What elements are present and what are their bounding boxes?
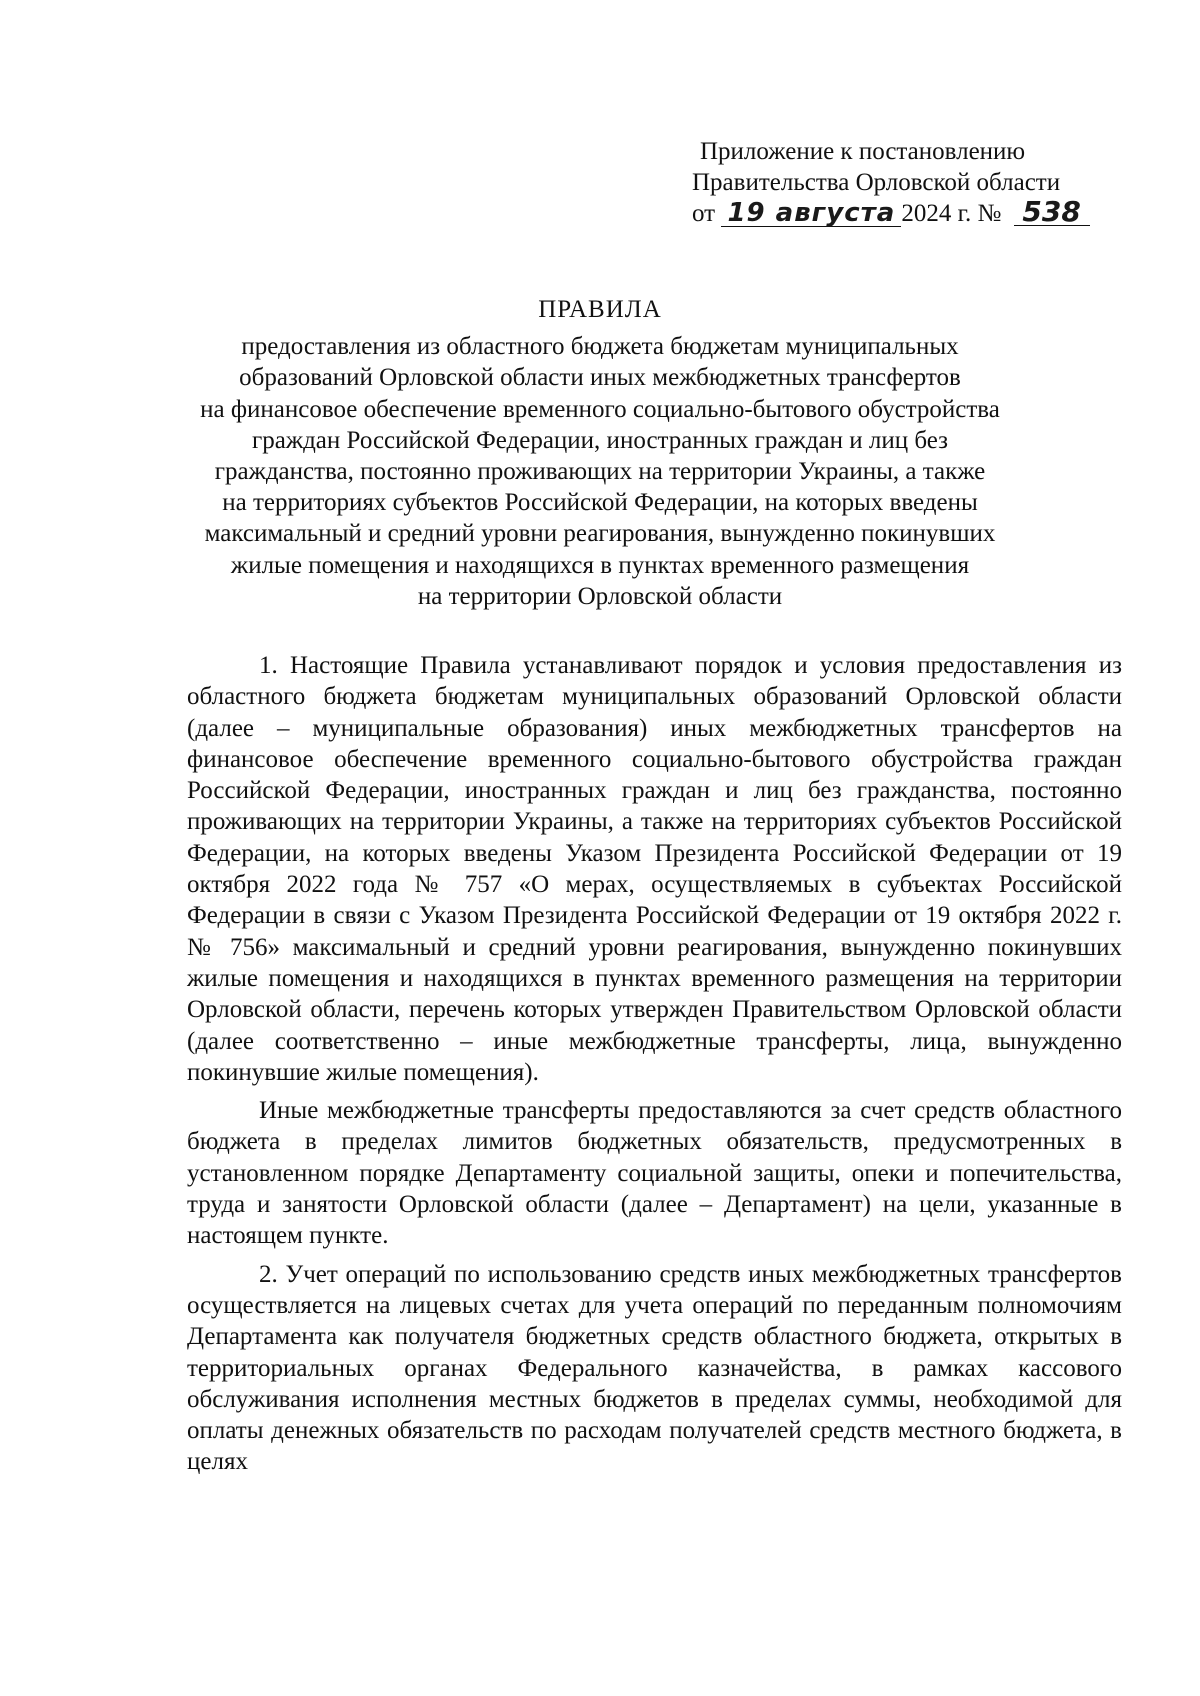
title-subtitle-line: максимальный и средний уровни реагирования, вынужденно покинувших — [204, 520, 996, 548]
title-subtitle-line: жилые помещения и находящихся в пунктах временного размещения — [230, 551, 970, 579]
appendix-header — [692, 136, 1122, 229]
paragraph-2: Иные межбюджетные трансферты предоставляются за счет средств областного бюджета в пределах лимитов бюджетных обязательств, предусмотренных в установленном порядке Департаменту социальной защиты, опеки и попечительства, труда и занятости Орловской области (далее – Департамент) на цели, указанные в настоящем пункте. — [187, 1097, 1122, 1250]
title-subtitle-line: образований Орловской области иных межбюджетных трансфертов — [239, 364, 961, 392]
appendix-date-line — [692, 195, 1122, 229]
date-prefix: от — [692, 200, 716, 227]
title-subtitle-line: на территории Орловской области — [417, 582, 783, 610]
paragraph-3: 2. Учет операций по использованию средств иных межбюджетных трансфертов осуществляется на лицевых счетах для учета операций по переданным полномочиям Департамента как получателя бюджетных средств областного бюджета, открытых в территориальных органах Федерального казначейства, в рамках кассового обслуживания исполнения местных бюджетов в пределах суммы, необходимой для оплаты денежных обязательств по расходам получателей средств местного бюджета, в целях — [187, 1260, 1122, 1476]
appendix-line-2: Правительства Орловской области — [692, 169, 1061, 196]
paragraph-1: 1. Настоящие Правила устанавливают порядок и условия предоставления из областного бюджета бюджетам муниципальных образований Орловской области (далее – муниципальные образования) иных межбюджетных трансфертов на финансовое обеспечение временного социально-бытового обустройства граждан Российской Федерации, иностранных граждан и лиц без гражданства, постоянно проживающих на территории Украины, а также на территориях субъектов Российской Федерации, на которых введены Указом Президента Российской Федерации от 19 октября 2022 года № 757 «О мерах, осуществляемых в субъектах Российской Федерации в связи с Указом Президента Российской Федерации от 19 октября 2022 г. № 756» максимальный и средний уровни реагирования, вынужденно покинувших жилые помещения и находящихся в пунктах временного размещения на территории Орловской области, перечень которых утвержден Правительством Орловской области (далее соответственно – иные межбюджетные трансферты, лица, вынужденно покинувшие жилые помещения). — [187, 652, 1122, 1086]
handwritten-date: 19 августа — [721, 200, 901, 227]
title-heading: ПРАВИЛА — [538, 296, 662, 323]
appendix-line-1: Приложение к постановлению — [700, 138, 1026, 165]
title-subtitle-line: предоставления из областного бюджета бюджетам муниципальных — [241, 333, 959, 361]
title-subtitle-line: на территориях субъектов Российской Федерации, на которых введены — [222, 489, 978, 517]
year-label: 2024 г. № — [901, 200, 1002, 227]
title-subtitle-line: на финансовое обеспечение временного социально-бытового обустройства — [200, 395, 1000, 423]
title-subtitle-line: граждан Российской Федерации, иностранных граждан и лиц без — [251, 426, 949, 454]
document-title — [180, 294, 1020, 612]
title-subtitle-line: гражданства, постоянно проживающих на территории Украины, а также — [214, 458, 986, 486]
document-body — [187, 650, 1122, 1485]
handwritten-number: 538 — [1014, 199, 1090, 226]
